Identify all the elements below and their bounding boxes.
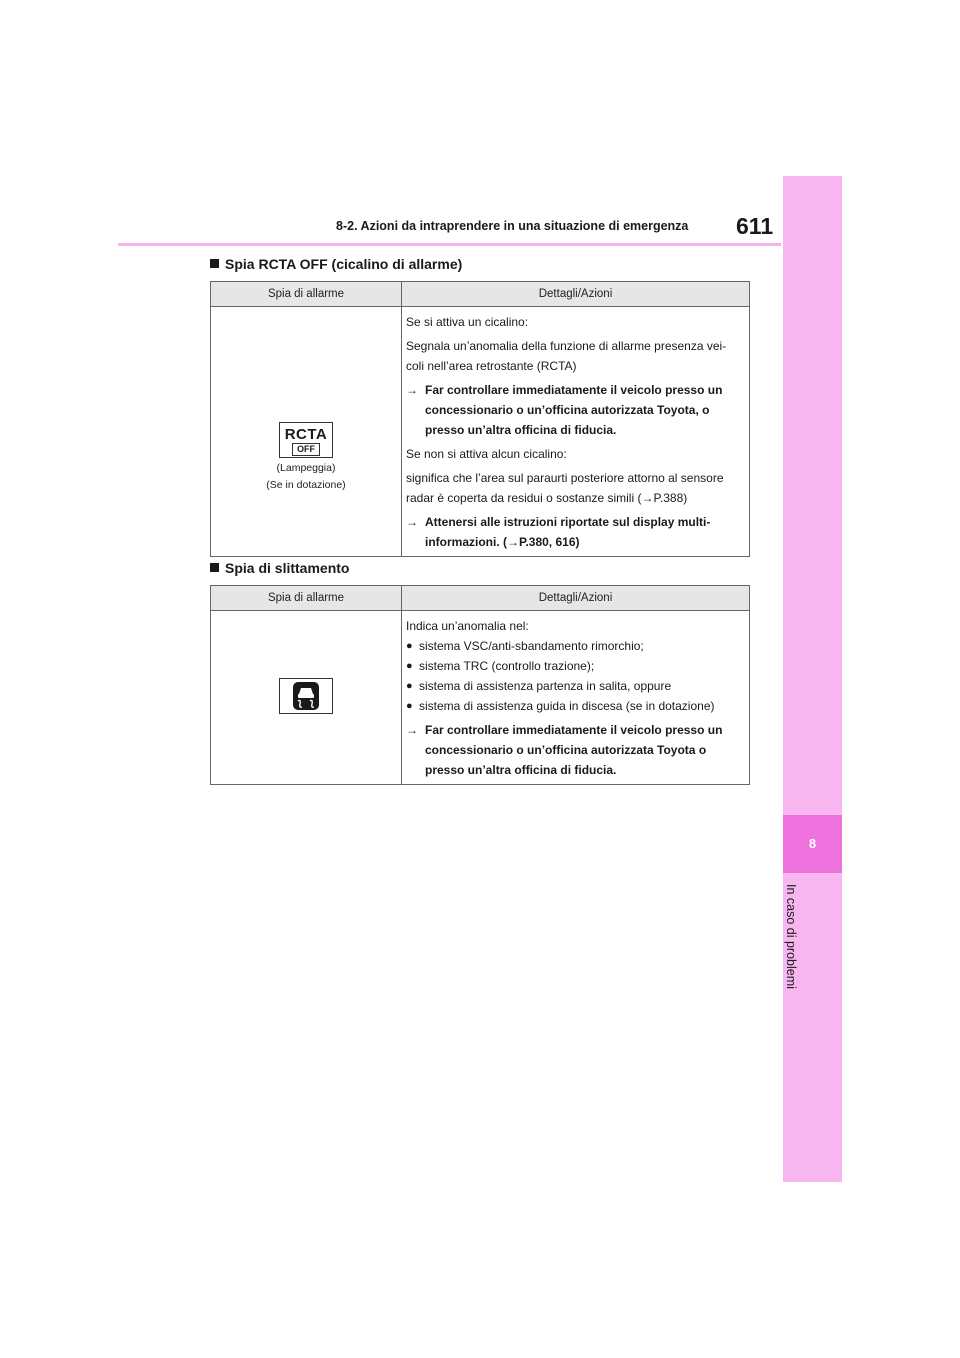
- section-heading-rcta: [210, 256, 462, 272]
- action-text: Far controllare immediatamente il veicolo presso un concessionario o un’officina autorizzata Toyota o presso un’altra officina di fiducia.: [425, 723, 723, 777]
- slip-warning-table: [210, 585, 750, 785]
- warning-light-cell: [211, 307, 402, 557]
- detail-line: significa che l’area sul paraurti posteriore attorno al sensore: [406, 471, 724, 485]
- list-item: [406, 676, 743, 696]
- column-header-details: Dettagli/Azioni: [402, 586, 750, 611]
- list-item-text: sistema di assistenza guida in discesa (se in dotazione): [419, 699, 715, 713]
- rcta-icon-label: RCTA: [284, 425, 328, 443]
- action-text: Attenersi alle istruzioni riportate sul display multi-informazioni. (→P.380, 616): [425, 515, 711, 549]
- action-line: [406, 380, 743, 440]
- action-line: [406, 720, 743, 780]
- bullet-icon: ●: [406, 700, 413, 712]
- bullet-icon: ●: [406, 680, 413, 692]
- detail-line: Segnala un’anomalia della funzione di allarme presenza vei-: [406, 339, 727, 353]
- arrow-icon: →: [406, 383, 418, 397]
- rcta-off-icon: [279, 422, 333, 458]
- header-rule: [118, 243, 781, 246]
- bullet-icon: ●: [406, 660, 413, 672]
- arrow-icon: →: [406, 515, 418, 529]
- off-icon-label: OFF: [292, 443, 320, 456]
- detail-line: coli nell’area retrostante (RCTA): [406, 359, 577, 373]
- table-header-row: [211, 586, 750, 611]
- section-heading-slip: [210, 560, 349, 576]
- list-item-text: sistema TRC (controllo trazione);: [419, 659, 595, 673]
- running-header: 8-2. Azioni da intraprendere in una situazione di emergenza: [336, 219, 689, 233]
- table-row: [211, 307, 750, 557]
- list-item-text: sistema di assistenza partenza in salita, oppure: [419, 679, 672, 693]
- chapter-title: [784, 884, 804, 1014]
- list-item-text: sistema VSC/anti-sbandamento rimorchio;: [419, 639, 644, 653]
- action-text: Far controllare immediatamente il veicolo presso un concessionario o un’officina autorizzata Toyota, o presso un’altra officina di fiducia.: [425, 383, 723, 437]
- detail-line: radar è coperta da residui o sostanze simili (→P.388): [406, 491, 688, 505]
- slip-indicator-icon: [279, 678, 333, 714]
- list-item: [406, 656, 743, 676]
- detail-line: Se non si attiva alcun cicalino:: [406, 447, 567, 461]
- bullet-icon: ●: [406, 640, 413, 652]
- arrow-icon: →: [406, 723, 418, 737]
- warning-light-cell: [211, 611, 402, 785]
- detail-line: Indica un’anomalia nel:: [406, 619, 529, 633]
- section-title: Spia di slittamento: [225, 560, 350, 576]
- table-header-row: [211, 282, 750, 307]
- square-bullet-icon: [210, 259, 219, 268]
- action-line: [406, 512, 743, 552]
- column-header-warning-light: Spia di allarme: [211, 586, 402, 611]
- column-header-details: Dettagli/Azioni: [402, 282, 750, 307]
- icon-note-blinking: (Lampeggia): [276, 461, 336, 474]
- details-cell: [402, 307, 750, 557]
- chapter-number: 8: [808, 836, 817, 851]
- chapter-title-text: In caso di problemi: [784, 884, 798, 989]
- skidding-car-icon: [280, 679, 332, 713]
- icon-note-if-equipped: (Se in dotazione): [266, 478, 346, 491]
- details-cell: [402, 611, 750, 785]
- square-bullet-icon: [210, 563, 219, 572]
- detail-line: Se si attiva un cicalino:: [406, 315, 529, 329]
- section-title: Spia RCTA OFF (cicalino di allarme): [225, 256, 463, 272]
- page-number: 611: [736, 213, 774, 239]
- rcta-warning-table: [210, 281, 750, 557]
- list-item: [406, 636, 743, 656]
- list-item: [406, 696, 743, 716]
- chapter-side-tab: [783, 176, 842, 1182]
- table-row: [211, 611, 750, 785]
- column-header-warning-light: Spia di allarme: [211, 282, 402, 307]
